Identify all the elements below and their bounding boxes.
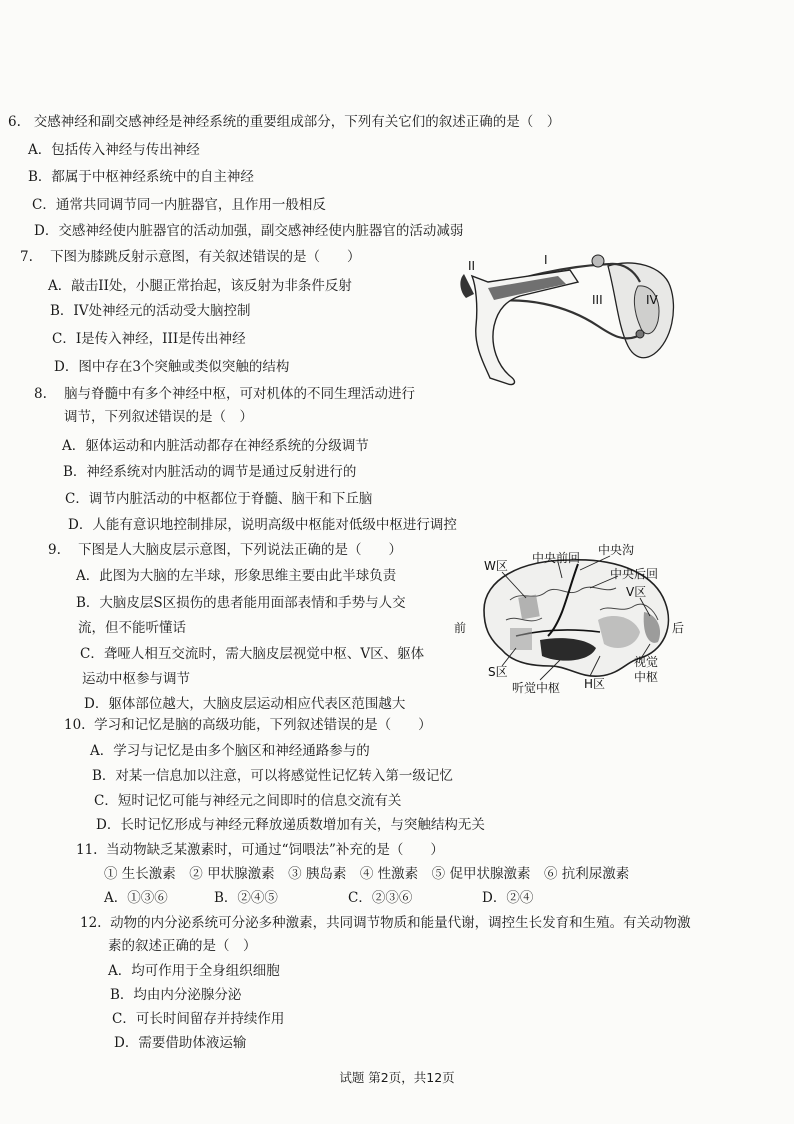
q12-stem-line2: 素的叙述正确的是（ ） bbox=[108, 938, 257, 954]
q12-stem bbox=[80, 914, 691, 932]
q6-option-a: A．包括传入神经与传出神经 bbox=[28, 142, 200, 158]
q9-option-c-line2: 运动中枢参与调节 bbox=[82, 671, 190, 687]
label-front: 前 bbox=[454, 621, 467, 635]
label-postcentral: 中央后回 bbox=[610, 567, 659, 581]
label-iv: IV bbox=[646, 293, 658, 307]
label-visual-center: 中枢 bbox=[634, 670, 659, 684]
q9-stem bbox=[48, 541, 402, 559]
label-iii: III bbox=[592, 293, 603, 307]
knee-reflex-figure bbox=[448, 246, 684, 398]
q6-option-c: C．通常共同调节同一内脏器官，且作用一般相反 bbox=[32, 197, 326, 213]
label-visual: 视觉 bbox=[634, 655, 659, 669]
q12-option-c: C．可长时间留存并持续作用 bbox=[112, 1011, 285, 1027]
q12-number: 12. bbox=[80, 915, 102, 931]
q11-choice-c: C．②③⑥ bbox=[348, 890, 413, 906]
q8-option-d: D．人能有意识地控制排尿，说明高级中枢能对低级中枢进行调控 bbox=[68, 517, 457, 533]
q8-stem-line1: 脑与脊髓中有多个神经中枢，可对机体的不同生理活动进行 bbox=[64, 386, 416, 402]
label-s-area: S区 bbox=[488, 665, 508, 679]
q9-option-a: A．此图为大脑的左半球，形象思维主要由此半球负责 bbox=[76, 568, 397, 584]
q12-option-a: A．均可作用于全身组织细胞 bbox=[108, 963, 280, 979]
q9-option-d: D．躯体部位越大，大脑皮层运动相应代表区范围越大 bbox=[84, 696, 406, 712]
q6-option-b: B．都属于中枢神经系统中的自主神经 bbox=[28, 169, 254, 185]
q8-option-b: B．神经系统对内脏活动的调节是通过反射进行的 bbox=[63, 464, 357, 480]
q6-number: 6. bbox=[8, 114, 21, 130]
q8-stem bbox=[34, 385, 415, 403]
label-i: I bbox=[544, 253, 548, 267]
q9-option-b-line1: B．大脑皮层S区损伤的患者能用面部表情和手势与人交 bbox=[76, 595, 406, 611]
q8-option-a: A．躯体运动和内脏活动都存在神经系统的分级调节 bbox=[62, 438, 369, 454]
q11-stem-text: 当动物缺乏某激素时，可通过“饲喂法”补充的是（ ） bbox=[106, 842, 444, 858]
q8-stem-line2: 调节，下列叙述错误的是（ ） bbox=[64, 409, 253, 425]
q11-choice-b: B．②④⑤ bbox=[214, 890, 278, 906]
q12-option-d: D．需要借助体液运输 bbox=[114, 1035, 247, 1051]
q7-number: 7. bbox=[20, 249, 33, 265]
q12-stem-line1: 动物的内分泌系统可分泌多种激素，共同调节物质和能量代谢，调控生长发育和生殖。有关动物激 bbox=[110, 915, 691, 931]
q6-option-d: D．交感神经使内脏器官的活动加强，副交感神经使内脏器官的活动减弱 bbox=[34, 223, 464, 239]
q8-number: 8. bbox=[34, 386, 47, 402]
q9-option-c-line1: C．聋哑人相互交流时，需大脑皮层视觉中枢、V区、躯体 bbox=[80, 646, 425, 662]
q10-number: 10. bbox=[64, 717, 86, 733]
label-h-area: H区 bbox=[584, 677, 606, 691]
q11-choice-d: D．②④ bbox=[482, 890, 534, 906]
q7-stem-text: 下图为膝跳反射示意图，有关叙述错误的是（ ） bbox=[50, 249, 361, 265]
q11-stem bbox=[76, 841, 444, 859]
label-ii: II bbox=[468, 259, 476, 273]
q9-stem-text: 下图是人大脑皮层示意图，下列说法正确的是（ ） bbox=[78, 542, 403, 558]
q6-stem-text: 交感神经和副交感神经是神经系统的重要组成部分，下列有关它们的叙述正确的是（ ） bbox=[33, 114, 561, 130]
label-v-area: V区 bbox=[626, 585, 647, 599]
q12-option-b: B．均由内分泌腺分泌 bbox=[110, 987, 242, 1003]
label-w-area: W区 bbox=[484, 559, 508, 573]
q7-option-d: D．图中存在3个突触或类似突触的结构 bbox=[54, 359, 290, 375]
q8-option-c: C．调节内脏活动的中枢都位于脊髓、脑干和下丘脑 bbox=[65, 491, 373, 507]
q9-number: 9. bbox=[48, 542, 61, 558]
q10-option-d: D．长时记忆形成与神经元释放递质数增加有关，与突触结构无关 bbox=[96, 817, 485, 833]
brain-cortex-figure bbox=[450, 540, 700, 700]
q7-option-c: C．I是传入神经，III是传出神经 bbox=[52, 331, 246, 347]
page-footer: 试题 第2页，共12页 bbox=[339, 1070, 455, 1085]
q10-stem-text: 学习和记忆是脑的高级功能，下列叙述错误的是（ ） bbox=[94, 717, 432, 733]
q7-option-b: B．IV处神经元的活动受大脑控制 bbox=[50, 303, 251, 319]
q7-option-a: A．敲击II处，小腿正常抬起，该反射为非条件反射 bbox=[48, 278, 352, 294]
q10-option-b: B．对某一信息加以注意，可以将感觉性记忆转入第一级记忆 bbox=[92, 768, 453, 784]
label-auditory-center: 听觉中枢 bbox=[512, 681, 561, 695]
q10-stem bbox=[64, 716, 432, 734]
label-central-sulcus: 中央沟 bbox=[598, 543, 635, 557]
q11-number: 11. bbox=[76, 842, 98, 858]
label-precentral: 中央前回 bbox=[532, 551, 581, 565]
q11-choice-a: A．①③⑥ bbox=[104, 890, 168, 906]
label-back: 后 bbox=[672, 621, 685, 635]
q11-items: ① 生长激素 ② 甲状腺激素 ③ 胰岛素 ④ 性激素 ⑤ 促甲状腺激素 ⑥ 抗利尿激素 bbox=[104, 866, 630, 882]
q9-option-b-line2: 流，但不能听懂话 bbox=[78, 620, 186, 636]
q6-stem bbox=[8, 113, 560, 131]
q7-stem bbox=[20, 248, 361, 266]
q10-option-c: C．短时记忆可能与神经元之间即时的信息交流有关 bbox=[94, 793, 402, 809]
q10-option-a: A．学习与记忆是由多个脑区和神经通路参与的 bbox=[90, 743, 370, 759]
